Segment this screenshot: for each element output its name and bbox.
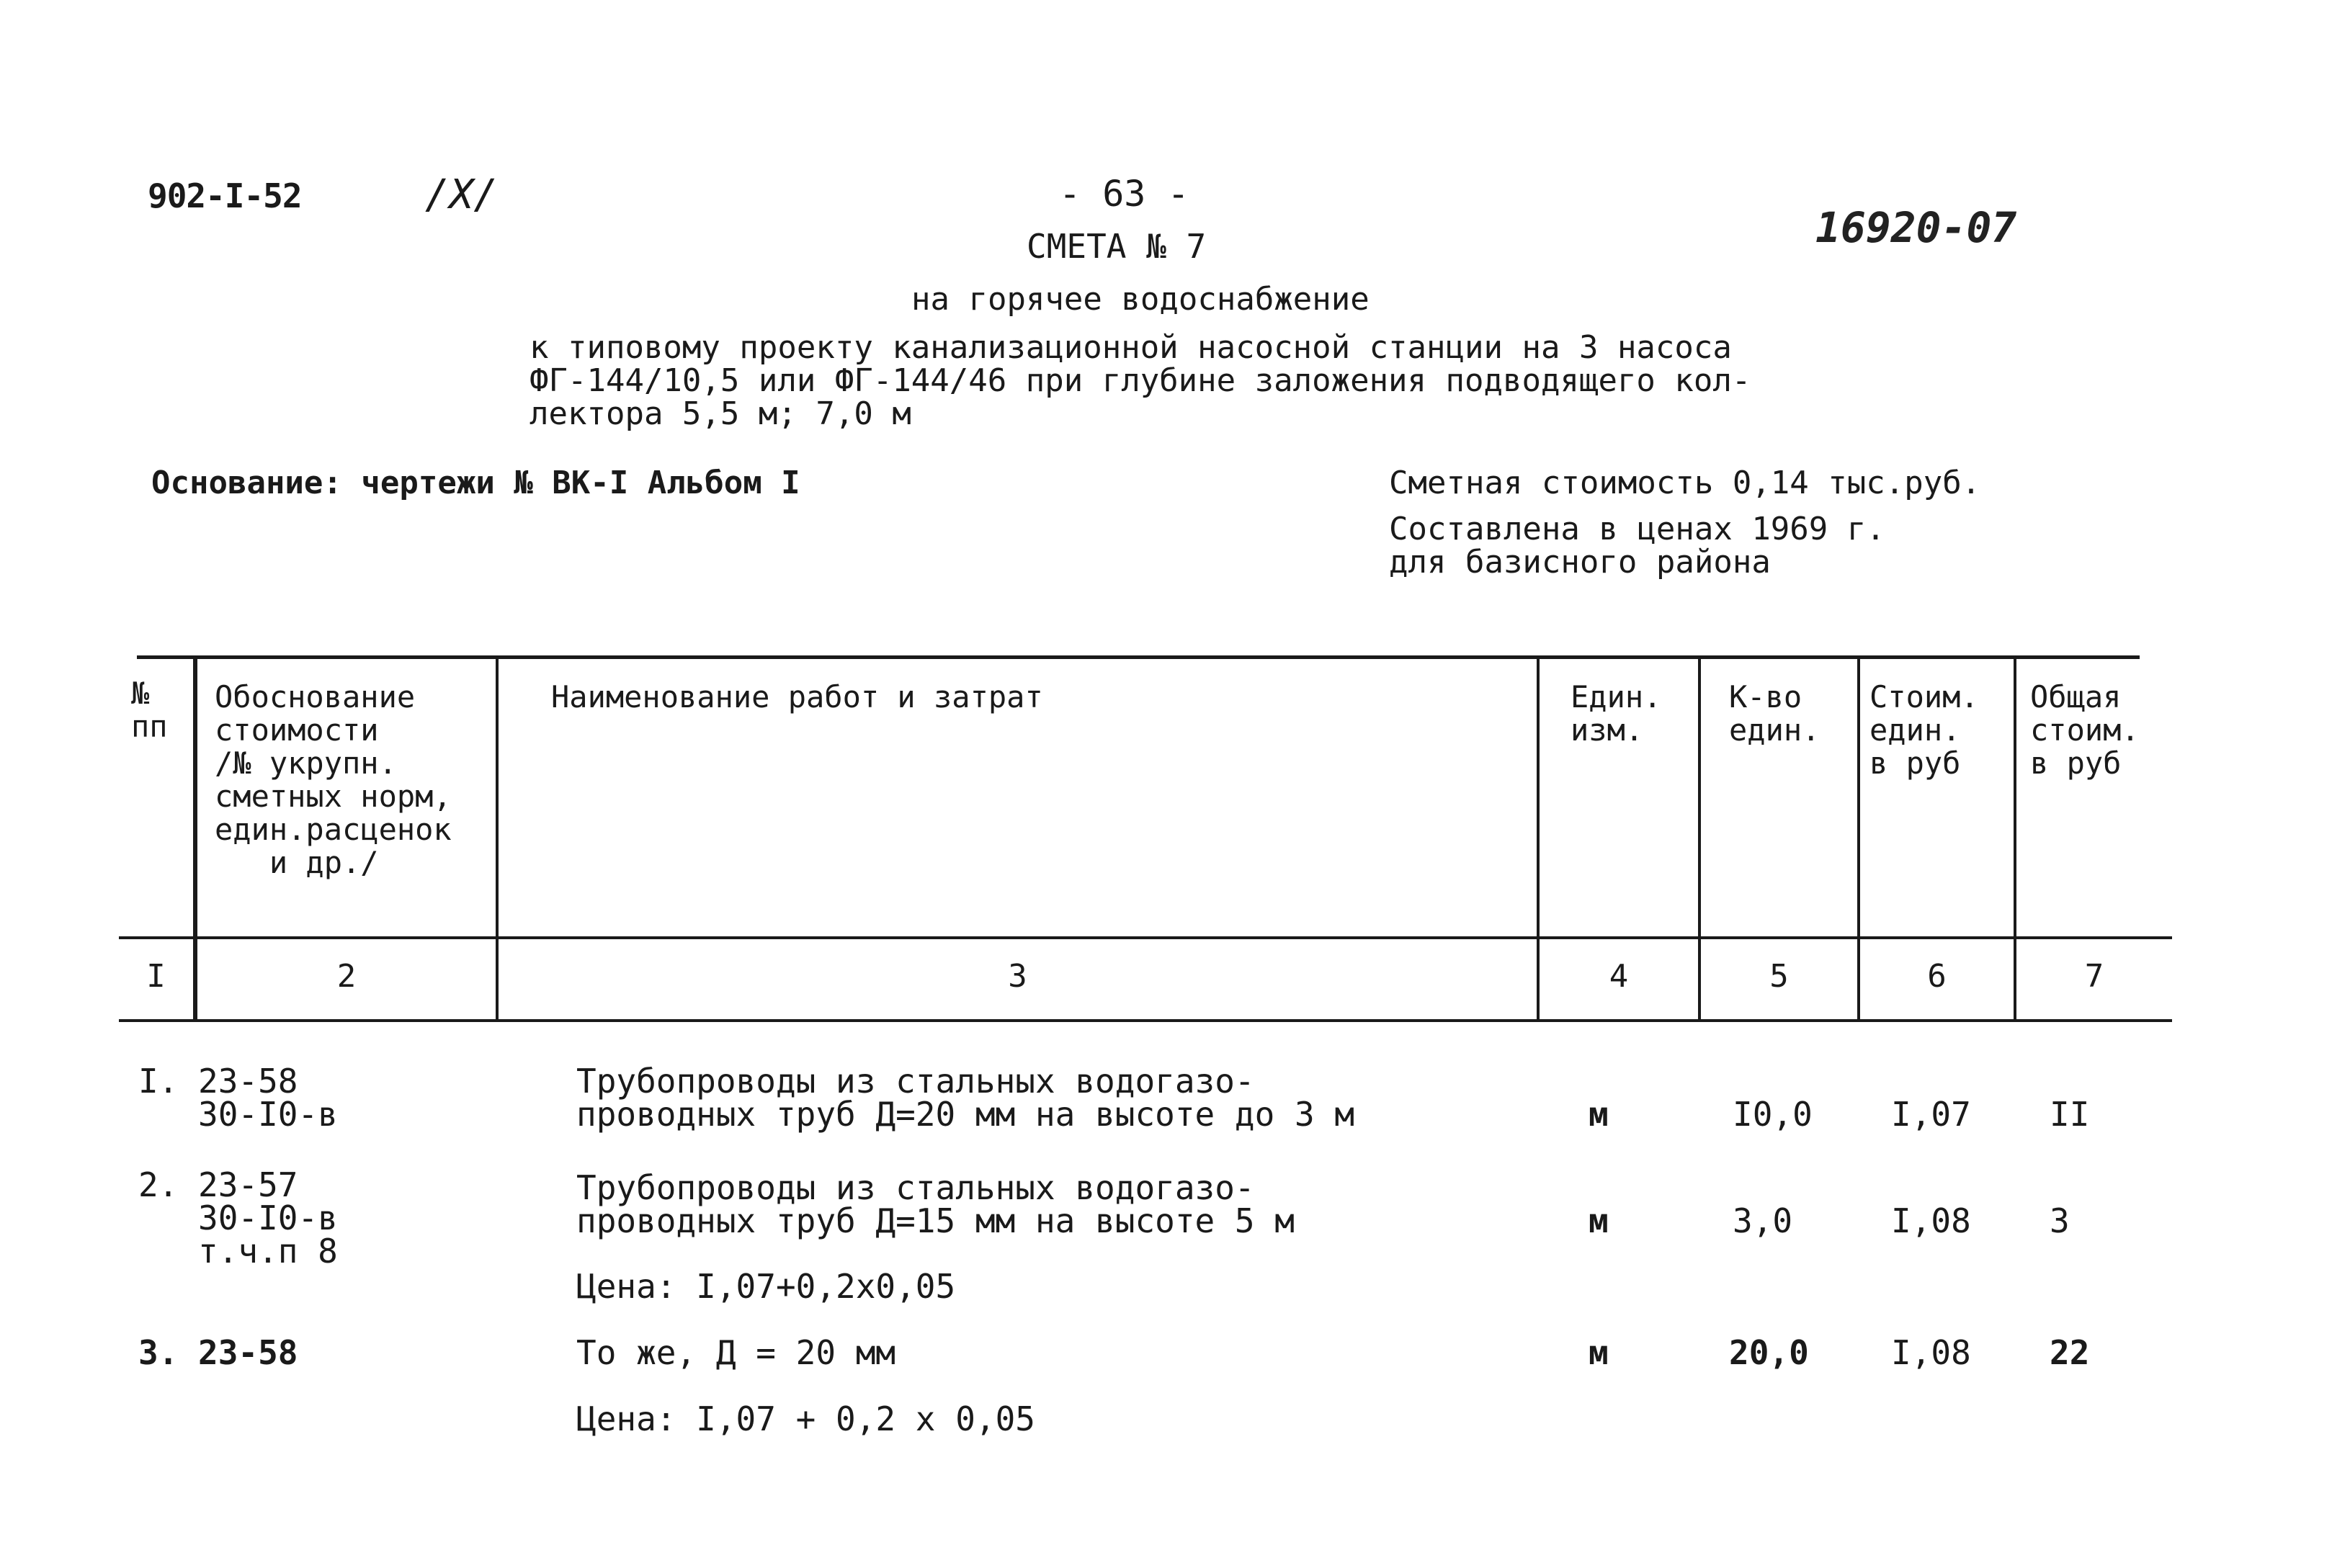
estimated-cost: Сметная стоимость 0,14 тыс.руб. bbox=[1389, 465, 1981, 501]
row-unit-cost: I,08 bbox=[1891, 1333, 1971, 1372]
table-top-border bbox=[137, 655, 2140, 659]
row-number: 3. bbox=[138, 1333, 179, 1372]
row-basis: 23-57 30-I0-в т.ч.п 8 bbox=[198, 1165, 338, 1271]
document-code: 902-I-52 bbox=[148, 176, 302, 215]
row-name: То же, Д = 20 мм bbox=[576, 1333, 896, 1372]
column-number-1: I bbox=[146, 958, 166, 995]
header-cell-total: Общая стоим. в руб bbox=[2030, 679, 2140, 781]
table-header-divider bbox=[119, 936, 2172, 939]
row-qty: 3,0 bbox=[1733, 1201, 1793, 1240]
row-unit: м bbox=[1589, 1095, 1609, 1134]
column-number-3: 3 bbox=[1008, 958, 1027, 995]
row-name: Трубопроводы из стальных водогазо- проводных труб Д=20 мм на высоте до 3 м bbox=[576, 1062, 1355, 1134]
row-name: Трубопроводы из стальных водогазо- проводных труб Д=15 мм на высоте 5 м bbox=[576, 1168, 1295, 1240]
row-unit-cost: I,07 bbox=[1891, 1095, 1971, 1134]
header-cell-unit-cost: Стоим. един. в руб bbox=[1869, 679, 1979, 781]
row-note: Цена: I,07 + 0,2 x 0,05 bbox=[576, 1399, 1035, 1438]
row-qty: I0,0 bbox=[1733, 1095, 1813, 1134]
price-basis: Составлена в ценах 1969 г. для базисного района bbox=[1389, 511, 1885, 581]
handwritten-mark: /X/ bbox=[425, 171, 499, 218]
header-cell-basis: Обоснование стоимости /№ укрупн. сметных норм, един.расценок и др./ bbox=[215, 679, 452, 880]
project-description: к типовому проекту канализационной насосной станции на 3 насоса ФГ-144/10,5 или ФГ-144/46 при глубине заложения подводящего кол- лектора 5,5 м; 7,0 м bbox=[530, 329, 1751, 432]
row-total: II bbox=[2050, 1095, 2090, 1134]
header-cell-unit: Един. изм. bbox=[1571, 679, 1662, 748]
row-total: 3 bbox=[2050, 1201, 2070, 1240]
row-unit: м bbox=[1589, 1201, 1609, 1240]
row-basis: 23-58 bbox=[198, 1333, 298, 1372]
row-note: Цена: I,07+0,2x0,05 bbox=[576, 1267, 956, 1306]
column-number-2: 2 bbox=[336, 958, 357, 995]
header-cell-qty: К-во един. bbox=[1729, 679, 1820, 748]
column-number-4: 4 bbox=[1609, 958, 1629, 995]
registration-number: 16920-07 bbox=[1815, 203, 2017, 252]
row-number: I. bbox=[138, 1062, 179, 1101]
row-number: 2. bbox=[138, 1165, 179, 1204]
row-unit-cost: I,08 bbox=[1891, 1201, 1971, 1240]
table-number-divider bbox=[119, 1019, 2172, 1022]
header-cell-num: № пп bbox=[131, 676, 168, 744]
row-total: 22 bbox=[2050, 1333, 2090, 1372]
document-title: СМЕТА № 7 bbox=[1027, 227, 1207, 266]
column-number-5: 5 bbox=[1769, 958, 1789, 995]
header-cell-name: Наименование работ и затрат bbox=[551, 679, 1043, 714]
basis-line: Основание: чертежи № ВК-I Альбом I bbox=[151, 465, 800, 501]
column-number-6: 6 bbox=[1927, 958, 1947, 995]
row-qty: 20,0 bbox=[1729, 1333, 1809, 1372]
row-basis: 23-58 30-I0-в bbox=[198, 1062, 338, 1134]
document-subtitle: на горячее водоснабжение bbox=[911, 281, 1370, 318]
page-number: - 63 - bbox=[1059, 173, 1189, 215]
column-number-7: 7 bbox=[2084, 958, 2104, 995]
row-unit: м bbox=[1589, 1333, 1609, 1372]
